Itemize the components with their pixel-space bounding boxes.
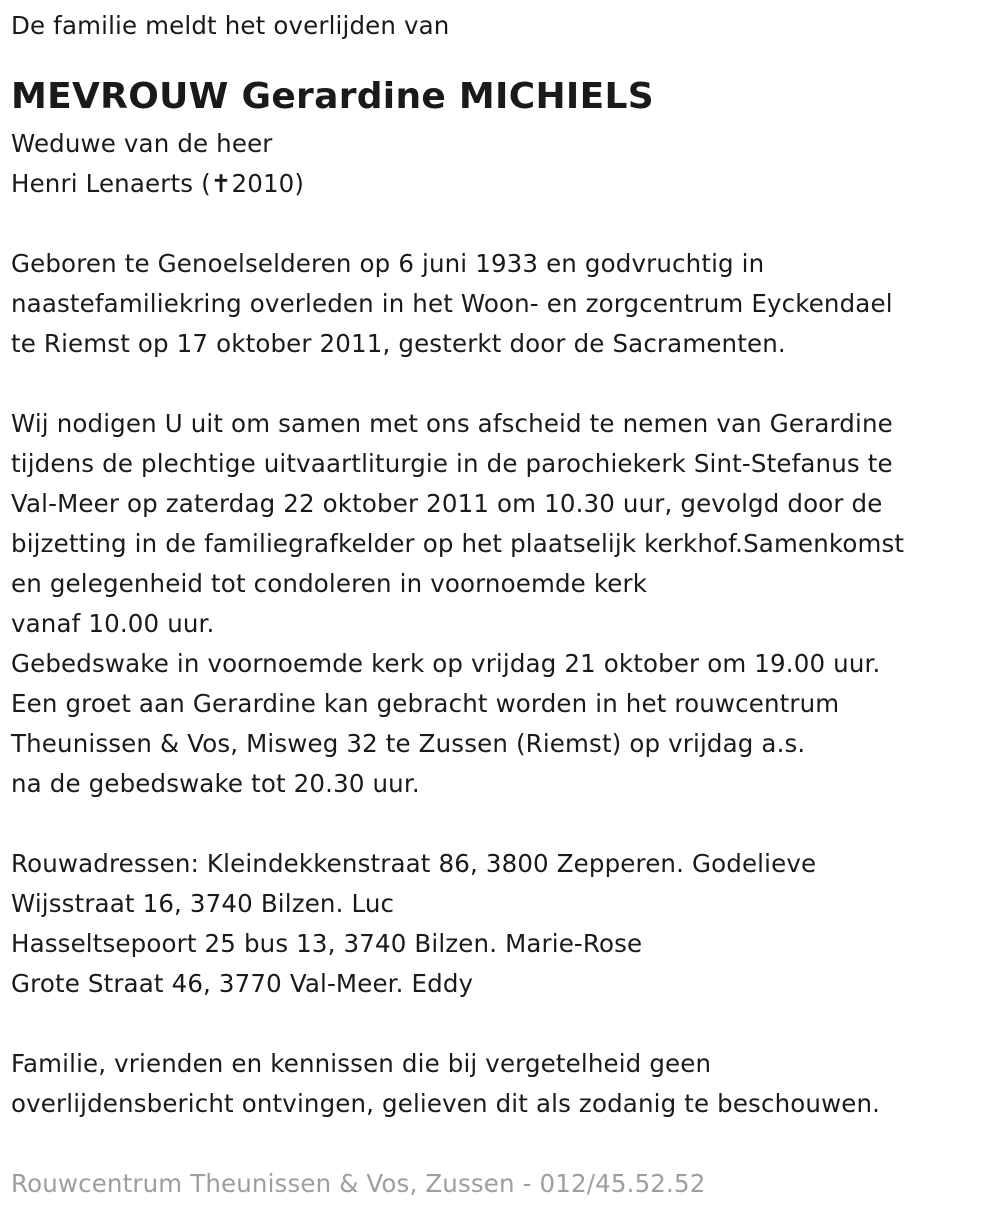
intro-text: De familie meldt het overlijden van: [11, 11, 450, 40]
paragraph-line: overlijdensbericht ontvingen, gelieven dit als zodanig te beschouwen.: [11, 1089, 881, 1118]
paragraph-line: Val-Meer op zaterdag 22 oktober 2011 om 10.30 uur, gevolgd door de: [11, 489, 883, 518]
spacer: [11, 204, 1000, 244]
spacer: [11, 804, 1000, 844]
paragraph-line: Theunissen & Vos, Misweg 32 te Zussen (Riemst) op vrijdag a.s.: [11, 729, 806, 758]
address-line: Hasseltsepoort 25 bus 13, 3740 Bilzen. Marie-Rose: [11, 929, 643, 958]
funeral-home-footer: Rouwcentrum Theunissen & Vos, Zussen - 012/45.52.52: [11, 1169, 706, 1198]
paragraph-line: Een groet aan Gerardine kan gebracht worden in het rouwcentrum: [11, 689, 840, 718]
paragraph-line: Familie, vrienden en kennissen die bij vergetelheid geen: [11, 1049, 712, 1078]
spacer: [11, 1004, 1000, 1044]
spouse-line: Weduwe van de heer: [11, 129, 273, 158]
deceased-name: MEVROUW Gerardine MICHIELS: [11, 76, 654, 117]
paragraph-line: bijzetting in de familiegrafkelder op het plaatselijk kerkhof.Samenkomst: [11, 529, 905, 558]
paragraph-line: en gelegenheid tot condoleren in voornoemde kerk: [11, 569, 648, 598]
addresses-paragraph: [11, 844, 1000, 1004]
spacer: [11, 1124, 1000, 1164]
paragraph-line: Geboren te Genoelselderen op 6 juni 1933 en godvruchtig in: [11, 249, 765, 278]
paragraph-line: te Riemst op 17 oktober 2011, gesterkt door de Sacramenten.: [11, 329, 786, 358]
paragraph-line: na de gebedswake tot 20.30 uur.: [11, 769, 420, 798]
address-line: Rouwadressen: Kleindekkenstraat 86, 3800 Zepperen. Godelieve: [11, 849, 817, 878]
funeral-paragraph: [11, 404, 1000, 804]
paragraph-line: naastefamiliekring overleden in het Woon- en zorgcentrum Eyckendael: [11, 289, 893, 318]
paragraph-line: tijdens de plechtige uitvaartliturgie in de parochiekerk Sint-Stefanus te: [11, 449, 893, 478]
paragraph-line: vanaf 10.00 uur.: [11, 609, 215, 638]
address-line: Grote Straat 46, 3770 Val-Meer. Eddy: [11, 969, 474, 998]
address-line: Wijsstraat 16, 3740 Bilzen. Luc: [11, 889, 395, 918]
spouse-section: [11, 124, 1000, 204]
paragraph-line: Wij nodigen U uit om samen met ons afscheid te nemen van Gerardine: [11, 409, 893, 438]
spouse-line: Henri Lenaerts (✝2010): [11, 169, 305, 198]
birth-death-paragraph: [11, 244, 1000, 364]
paragraph-line: Gebedswake in voornoemde kerk op vrijdag 21 oktober om 19.00 uur.: [11, 649, 881, 678]
closing-paragraph: [11, 1044, 1000, 1124]
spacer: [11, 364, 1000, 404]
